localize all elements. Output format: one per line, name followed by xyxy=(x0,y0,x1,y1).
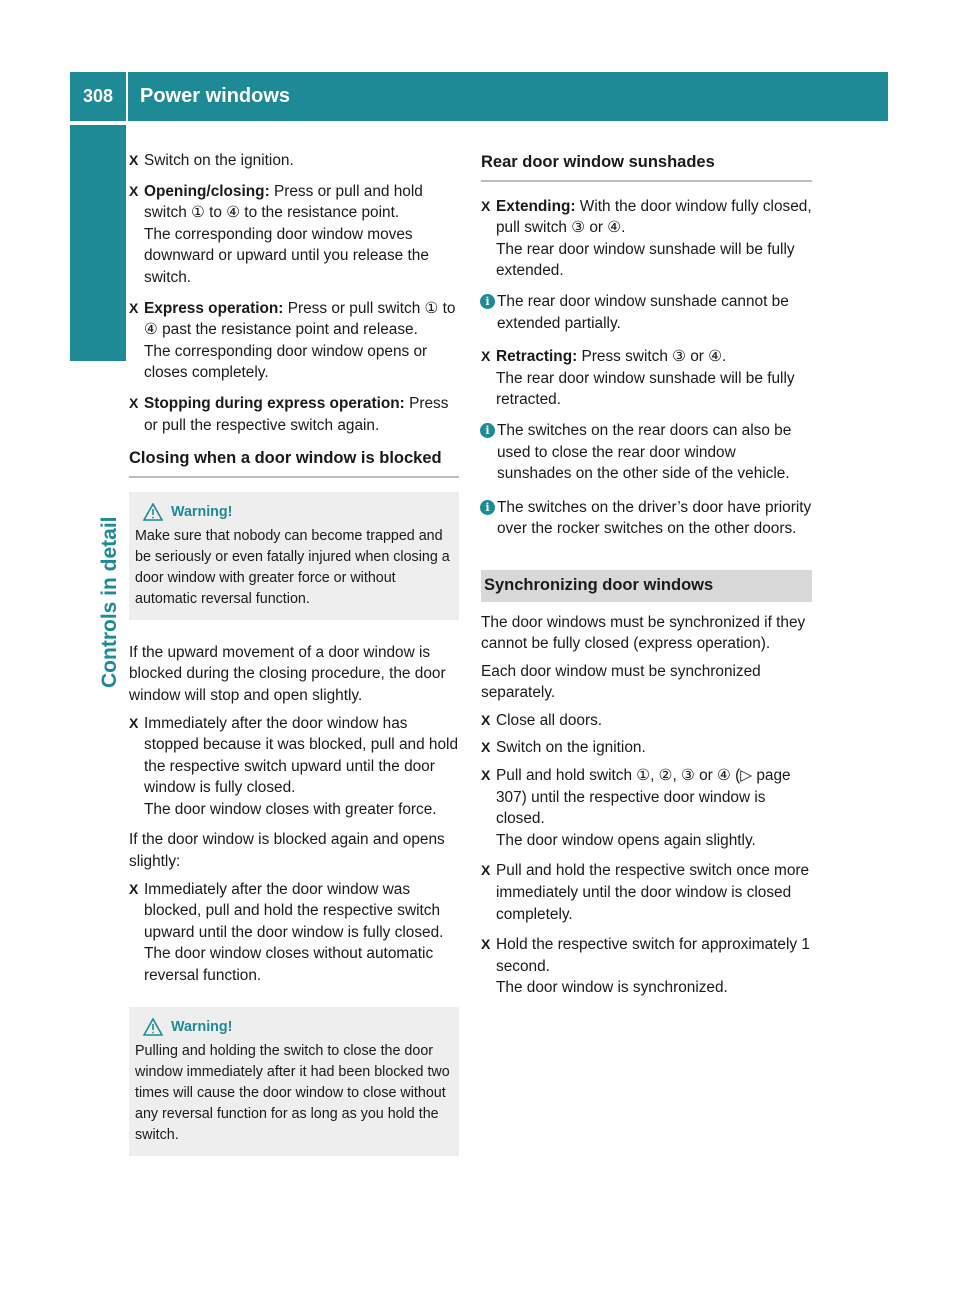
bullet-marker: X xyxy=(129,394,139,411)
step-text: Pull and hold the respective switch once more immediately until the door window is closed completely. xyxy=(496,862,810,923)
bullet-marker: X xyxy=(129,714,139,731)
page-number: 308 xyxy=(70,72,126,121)
bullet-marker: X xyxy=(129,299,139,316)
info-text: The switches on the driver’s door have priority over the rocker switches on the other doors. xyxy=(497,498,812,538)
paragraph: If the upward movement of a door window is blocked during the closing procedure, the door window will stop and open slightly. xyxy=(129,643,446,704)
bullet-marker: X xyxy=(481,862,491,879)
warning-triangle-icon xyxy=(143,503,163,521)
step-label: Retracting: xyxy=(496,348,578,366)
side-tab-label: Controls in detail xyxy=(98,516,121,688)
step-text: Immediately after the door window has stopped because it was blocked, pull and hold the respective switch upward until the door window is fully closed. xyxy=(144,714,459,797)
step-text: Press or pull the respective switch again. xyxy=(144,394,449,434)
step-text: Press switch ③ or ④. xyxy=(577,348,727,366)
paragraph: If the door window is blocked again and opens slightly: xyxy=(129,831,445,871)
paragraph: The door windows must be synchronized if they cannot be fully closed (express operation). xyxy=(481,613,806,653)
step-result: The rear door window sunshade will be fully extended. xyxy=(496,240,795,280)
step-text: Press or pull switch ① to ④ past the resistance point and release. xyxy=(144,299,456,339)
side-tab-text xyxy=(70,370,126,700)
info-note xyxy=(481,291,812,334)
subheading-blocked: Closing when a door window is blocked xyxy=(129,448,459,478)
step-result: The door window opens again slightly. xyxy=(496,831,756,849)
left-column xyxy=(129,150,459,1178)
bullet-marker: X xyxy=(481,936,491,953)
step-text: Switch on the ignition. xyxy=(496,739,646,757)
warning-box xyxy=(129,492,459,620)
step-text: Close all doors. xyxy=(496,711,603,729)
warning-title: Warning! xyxy=(171,503,233,520)
side-tab xyxy=(70,125,126,1269)
bullet-marker: X xyxy=(129,152,139,168)
info-note xyxy=(481,420,812,485)
page-header xyxy=(70,72,888,121)
info-icon: i xyxy=(480,423,495,438)
step-result: The rear door window sunshade will be fully retracted. xyxy=(496,369,795,409)
info-icon: i xyxy=(480,500,495,515)
list-item xyxy=(481,346,812,411)
list-item xyxy=(129,393,459,436)
step-result: The door window is synchronized. xyxy=(496,979,728,997)
step-text: With the door window fully closed, pull switch ③ or ④. xyxy=(496,197,812,237)
list-item xyxy=(481,737,812,759)
paragraph: Each door window must be synchronized separately. xyxy=(481,662,761,702)
warning-triangle-icon xyxy=(143,1018,163,1036)
bullet-marker: X xyxy=(129,182,139,199)
bullet-marker: X xyxy=(481,197,491,214)
list-item xyxy=(481,196,812,282)
bullet-marker: X xyxy=(481,348,491,365)
list-item xyxy=(129,181,459,289)
side-tab-block xyxy=(70,125,126,361)
section-heading-sync: Synchronizing door windows xyxy=(481,570,812,602)
step-label: Stopping during express operation: xyxy=(144,394,405,412)
step-result: The corresponding door window moves downward or upward until you release the switch. xyxy=(144,225,429,286)
list-item xyxy=(481,710,812,732)
list-item xyxy=(481,934,812,999)
step-result: The door window closes without automatic reversal function. xyxy=(144,945,434,985)
list-item xyxy=(129,713,459,821)
list-item xyxy=(481,860,812,925)
step-label: Opening/closing: xyxy=(144,182,270,200)
step-text: Immediately after the door window was blocked, pull and hold the respective switch upward until the door window is fully closed. xyxy=(144,880,444,941)
list-item xyxy=(129,298,459,384)
bullet-marker: X xyxy=(481,739,491,756)
step-label: Express operation: xyxy=(144,299,284,317)
step-text: Hold the respective switch for approximately 1 second. xyxy=(496,936,810,975)
info-note xyxy=(481,497,812,540)
list-item xyxy=(129,150,459,172)
list-item xyxy=(129,879,459,987)
info-icon: i xyxy=(480,294,495,309)
step-result: The corresponding door window opens or closes completely. xyxy=(144,342,428,382)
step-text: Switch on the ignition. xyxy=(144,152,294,169)
section-title: Power windows xyxy=(128,72,888,121)
warning-text: Make sure that nobody can become trapped and be seriously or even fatally injured when closing a door window with greater force or without automatic reversal function. xyxy=(135,527,450,607)
step-text: Pull and hold switch ①, ②, ③ or ④ (▷ page 307) until the respective door window is closed. xyxy=(496,767,791,828)
step-result: The door window closes with greater force. xyxy=(144,800,437,818)
right-column xyxy=(481,150,812,1008)
info-text: The rear door window sunshade cannot be extended partially. xyxy=(497,292,789,332)
subheading-sunshades: Rear door window sunshades xyxy=(481,152,812,182)
warning-text: Pulling and holding the switch to close the door window immediately after it had been blocked two times will cause the door window to close without any reversal function for as long as you hold the switch. xyxy=(135,1042,450,1143)
step-text: Press or pull and hold switch ① to ④ to the resistance point. xyxy=(144,182,423,222)
bullet-marker: X xyxy=(481,767,491,784)
step-label: Extending: xyxy=(496,197,576,215)
bullet-marker: X xyxy=(481,711,491,728)
bullet-marker: X xyxy=(129,880,139,897)
warning-title: Warning! xyxy=(171,1018,233,1035)
warning-box xyxy=(129,1007,459,1156)
info-text: The switches on the rear doors can also be used to close the rear door window sunshades on the other side of the vehicle. xyxy=(497,421,792,483)
list-item xyxy=(481,765,812,851)
